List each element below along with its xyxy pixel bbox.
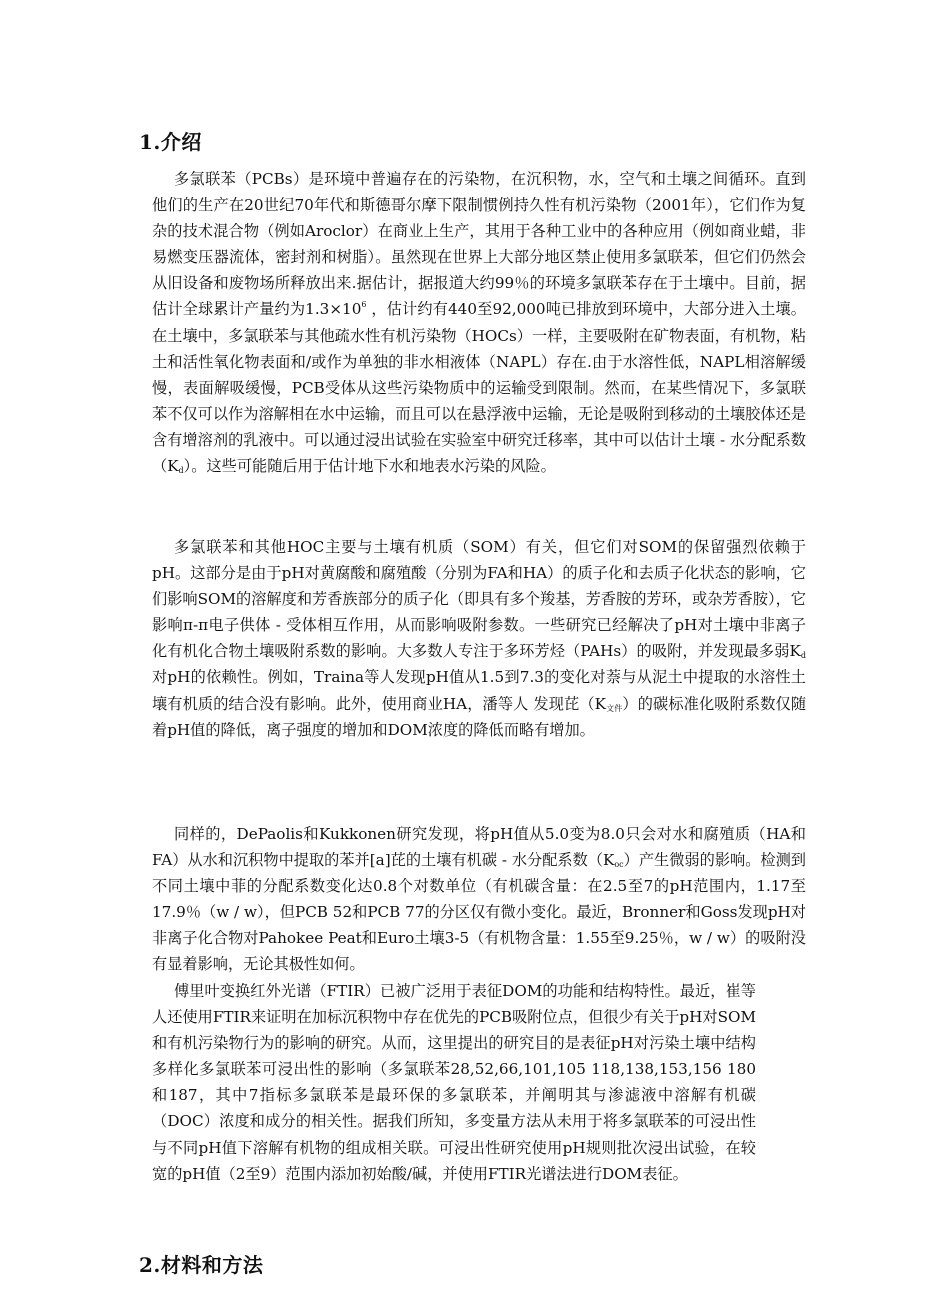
paragraph-3	[152, 821, 806, 978]
section-heading-materials-methods: 2.材料和方法	[139, 1253, 264, 1277]
paragraph-1-text-b: ，估计约有440至92,000吨已排放到环境中，大部分进入土壤。在土壤中，多氯联苯与其他疏水性有机污染物（HOCs）一样，主要吸附在矿物表面，有机物，粘土和活性氧化物表面和/或作为单独的非水相液体（NAPL）存在.由于水溶性低，NAPL相溶解缓慢，表面解吸缓慢，PCB受体从这些污染物质中的运输受到限制。然而，在某些情况下，多氯联苯不仅可以作为溶解相在水中运输，而且可以在悬浮液中运输，无论是吸附到移动的土壤胶体还是含有增溶剂的乳液中。可以通过浸出试验在实验室中研究迁移率，其中可以估计土壤 - 水分配系数（K	[152, 300, 806, 476]
paragraph-2-text-a: 多氯联苯和其他HOC主要与土壤有机质（SOM）有关，但它们对SOM的保留强烈依赖于pH。这部分是由于pH对黄腐酸和腐殖酸（分别为FA和HA）的质子化和去质子化状态的影响，它们影响SOM的溶解度和芳香族部分的质子化（即具有多个羧基，芳香胺的芳环，或杂芳香胺），它影响π-π电子供体 - 受体相互作用，从而影响吸附参数。一些研究已经解决了pH对土壤中非离子化有机化合物土壤吸附系数的影响。大多数人专注于多环芳烃（PAHs）的吸附，并发现最多弱K	[152, 538, 806, 661]
paragraph-1	[152, 166, 806, 479]
paragraph-2-text-b: 对pH的依赖性。例如，Traina等人发现pH值从1.5到7.3的变化对萘与从泥土中提取的水溶性土壤有机质的结合没有影响。此外，使用商业HA，潘等人 发现芘（K	[152, 668, 806, 713]
paragraph-2-text-c: ）的碳标准化吸附系数仅随着pH值的降低，离子强度的增加和DOM浓度的降低而略有增加。	[152, 694, 807, 739]
superscript-exponent: 6	[361, 300, 367, 310]
paragraph-1-text-c: ）。这些可能随后用于估计地下水和地表水污染的风险。	[183, 457, 556, 476]
subscript-k-file: 文件	[606, 703, 623, 713]
paragraph-2	[152, 534, 806, 743]
section-heading-introduction: 1.介绍	[139, 130, 202, 154]
paragraph-4-text: 傅里叶变换红外光谱（FTIR）已被广泛用于表征DOM的功能和结构特性。最近，崔等人还使用FTIR来证明在加标沉积物中存在优先的PCB吸附位点，但很少有关于pH对SOM和有机污染物行为的影响的研究。从而，这里提出的研究目的是表征pH对污染土壤中结构多样化多氯联苯可浸出性的影响（多氯联苯28,52,66,101,105 118,138,153,156 180和187，其中7指标多氯联苯是最环保的多氯联苯，并阐明其与渗滤液中溶解有机碳（DOC）浓度和成分的相关性。据我们所知，多变量方法从未用于将多氯联苯的可浸出性与不同pH值下溶解有机物的组成相关联。可浸出性研究使用pH规则批次浸出试验，在较宽的pH值（2至9）范围内添加初始酸/碱，并使用FTIR光谱法进行DOM表征。	[152, 982, 756, 1183]
paragraph-3-text-a: 同样的，DePaolis和Kukkonen研究发现，将pH值从5.0变为8.0只会对水和腐殖质（HA和FA）从水和沉积物中提取的苯并[a]芘的土壤有机碳 - 水分配系数（K	[152, 825, 806, 870]
paragraph-1-text-a: 多氯联苯（PCBs）是环境中普遍存在的污染物，在沉积物，水，空气和土壤之间循环。直到他们的生产在20世纪70年代和斯德哥尔摩下限制惯例持久性有机污染物（2001年），它们作为复杂的技术混合物（例如Aroclor）在商业上生产，其用于各种工业中的各种应用（例如商业蜡，非易燃变压器流体，密封剂和树脂）。虽然现在世界上大部分地区禁止使用多氯联苯，但它们仍然会从旧设备和废物场所释放出来.据估计，据报道大约99％的环境多氯联苯存在于土壤中。目前，据估计全球累计产量约为1.3×10	[152, 170, 806, 319]
subscript-koc: oc	[614, 860, 624, 870]
paragraph-4	[152, 978, 756, 1187]
subscript-kd-2: d	[800, 651, 806, 661]
paragraph-3-text-b: ）产生微弱的影响。检测到不同土壤中菲的分配系数变化达0.8个对数单位（有机碳含量：在2.5至7的pH范围内，1.17至17.9％（w / w），但PCB 52和PCB 77的分区仅有微小变化。最近，Bronner和Goss发现pH对非离子化合物对Pahokee Peat和Euro土壤3-5（有机物含量：1.55至9.25％，w / w）的吸附没有显着影响，无论其极性如何。	[152, 851, 806, 974]
subscript-kd: d	[178, 466, 184, 476]
